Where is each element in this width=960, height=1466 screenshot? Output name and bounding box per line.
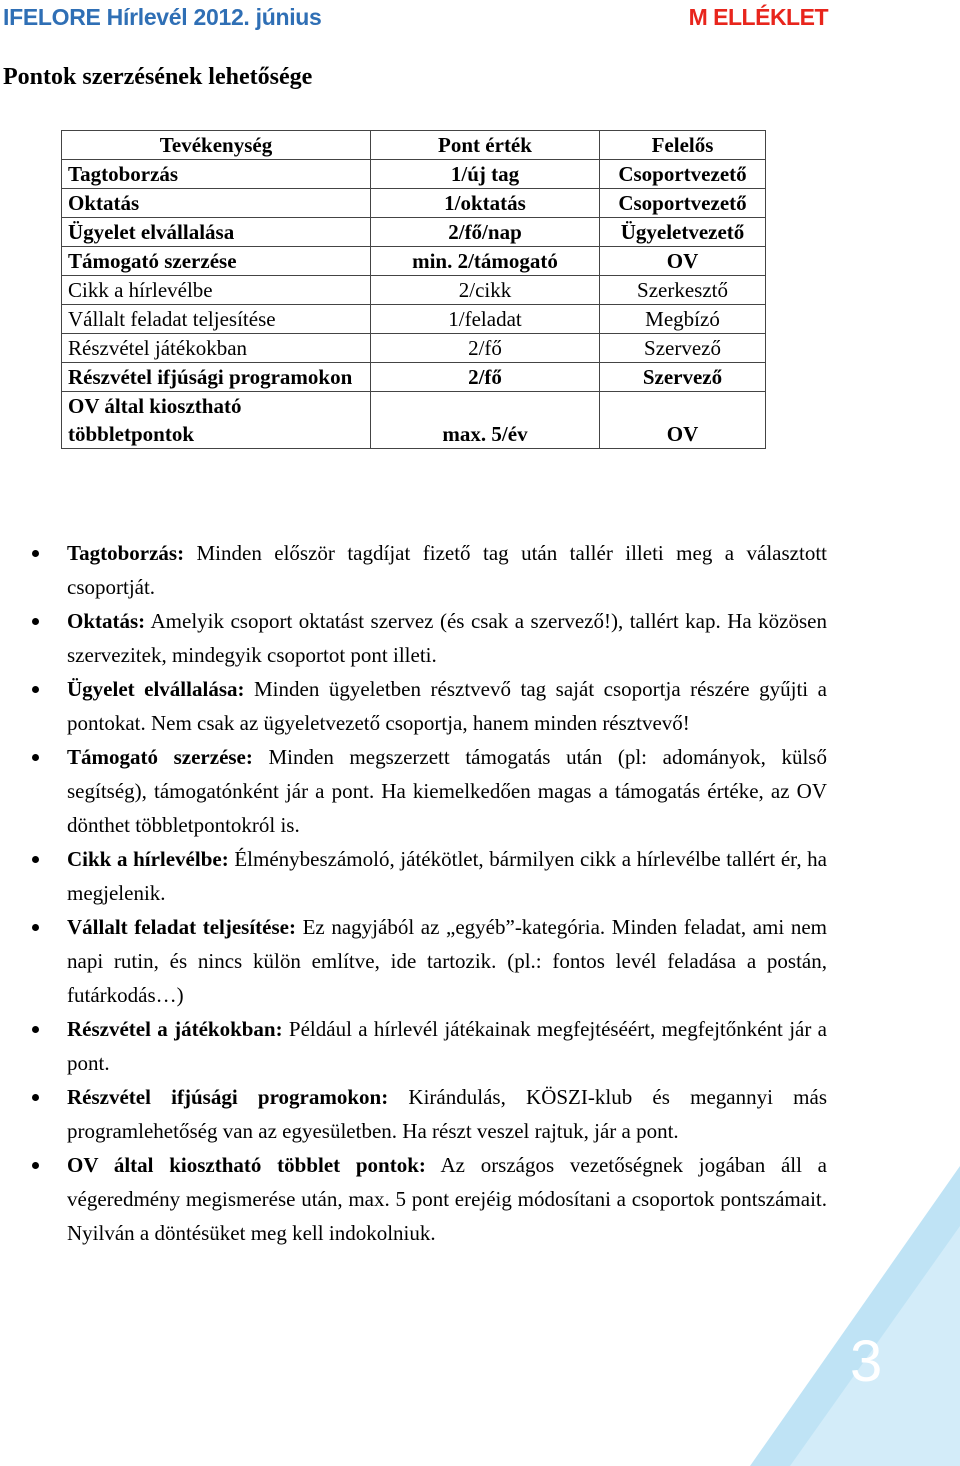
activity-cell: Tagtoborzás [62,160,371,189]
table-row [62,363,766,392]
column-header: Tevékenység [62,131,371,160]
table-row [62,305,766,334]
activity-cell: Oktatás [62,189,371,218]
note-text: Minden először tagdíjat fizető tag után tallér illeti meg a választott csoportját. [67,541,827,599]
note-text: Kirándulás, KÖSZI-klub és megannyi más programlehetőség van az egyesületben. Ha részt veszel rajtuk, jár a pont. [67,1085,828,1143]
table-row [62,247,766,276]
note-term: Cikk a hírlevélbe: [67,847,229,871]
note-text: Ez nagyjából az „egyéb”-kategória. Minden feladat, ami nem napi rutin, és nincs külön említve, ide tartozik. (pl.: fontos levél feladása a postán, futárkodás…) [67,915,827,1007]
responsible-cell: Megbízó [600,305,766,334]
responsible-cell: Csoportvezető [600,160,766,189]
table-row [62,334,766,363]
activity-cell: Ügyelet elvállalása [62,218,371,247]
brand-name: IFELORE [3,4,101,30]
list-item [32,672,827,740]
page-number: 3 [850,1329,883,1394]
note-text: Élménybeszámoló, játékötlet, bármilyen cikk a hírlevélbe tallért ér, ha megjelenik. [67,847,827,905]
responsible-cell: OV [600,392,766,449]
table-row [62,189,766,218]
note-text: Minden megszerzett támogatás után (pl: adományok, külső segítség), támogatónként jár a pont. Ha kiemelkedően magas a támogatás értéke, az OV dönthet többletpontokról is. [67,745,827,837]
note-term: Vállalt feladat teljesítése: [67,915,296,939]
activity-cell: Részvétel ifjúsági programokon [62,363,371,392]
notes-list [32,536,827,1250]
note-term: Ügyelet elvállalása: [67,677,245,701]
points-cell: 2/fő/nap [371,218,600,247]
responsible-cell: Ügyeletvezető [600,218,766,247]
note-term: Tagtoborzás: [67,541,185,565]
list-item [32,536,827,604]
note-term: Részvétel a játékokban: [67,1017,283,1041]
points-table [61,130,766,449]
responsible-cell: Szervező [600,363,766,392]
activity-cell: OV által kiosztható többletpontok [62,392,371,449]
activity-cell: Támogató szerzése [62,247,371,276]
activity-cell: Cikk a hírlevélbe [62,276,371,305]
column-header: Felelős [600,131,766,160]
table-header-row [62,131,766,160]
newsletter-date: Hírlevél 2012. június [106,4,322,30]
list-item [32,740,827,842]
activity-cell: Vállalt feladat teljesítése [62,305,371,334]
activity-cell: Részvétel játékokban [62,334,371,363]
header-supplement: M ELLÉKLET [688,4,828,30]
header-left [3,4,322,31]
points-cell: max. 5/év [371,392,600,449]
table-row [62,160,766,189]
corner-decoration [750,1166,960,1466]
points-cell: 1/oktatás [371,189,600,218]
points-cell: 2/fő [371,334,600,363]
points-cell: 2/fő [371,363,600,392]
note-text: Az országos vezetőségnek jogában áll a végeredmény megismerése után, max. 5 pont erejéig módosítani a csoportok pontszámait. Nyilván a döntésüket meg kell indokolniuk. [67,1153,827,1245]
table-row [62,218,766,247]
note-term: Oktatás: [67,609,146,633]
page-header [0,2,960,36]
responsible-cell: Szerkesztő [600,276,766,305]
list-item [32,842,827,910]
list-item [32,1080,827,1148]
note-text: Amelyik csoport oktatást szervez (és csak a szervező!), tallért kap. Ha közösen szervezitek, mindegyik csoportot pont illeti. [67,609,827,667]
points-cell: 1/új tag [371,160,600,189]
column-header: Pont érték [371,131,600,160]
points-cell: 1/feladat [371,305,600,334]
table-row [62,392,766,449]
list-item [32,1012,827,1080]
points-cell: 2/cikk [371,276,600,305]
responsible-cell: Szervező [600,334,766,363]
list-item [32,1148,827,1250]
page-title: Pontok szerzésének lehetősége [3,64,313,90]
points-cell: min. 2/támogató [371,247,600,276]
note-text: Minden ügyeletben résztvevő tag saját csoportja részére gyűjti a pontokat. Nem csak az ügyeletvezető csoportja, hanem minden résztvevő! [67,677,827,735]
list-item [32,604,827,672]
note-term: Részvétel ifjúsági programokon: [67,1085,389,1109]
responsible-cell: OV [600,247,766,276]
responsible-cell: Csoportvezető [600,189,766,218]
table-row [62,276,766,305]
note-term: Támogató szerzése: [67,745,253,769]
note-term: OV által kiosztható többlet pontok: [67,1153,426,1177]
note-text: Például a hírlevél játékainak megfejtéséért, megfejtőnként jár a pont. [67,1017,827,1075]
list-item [32,910,827,1012]
